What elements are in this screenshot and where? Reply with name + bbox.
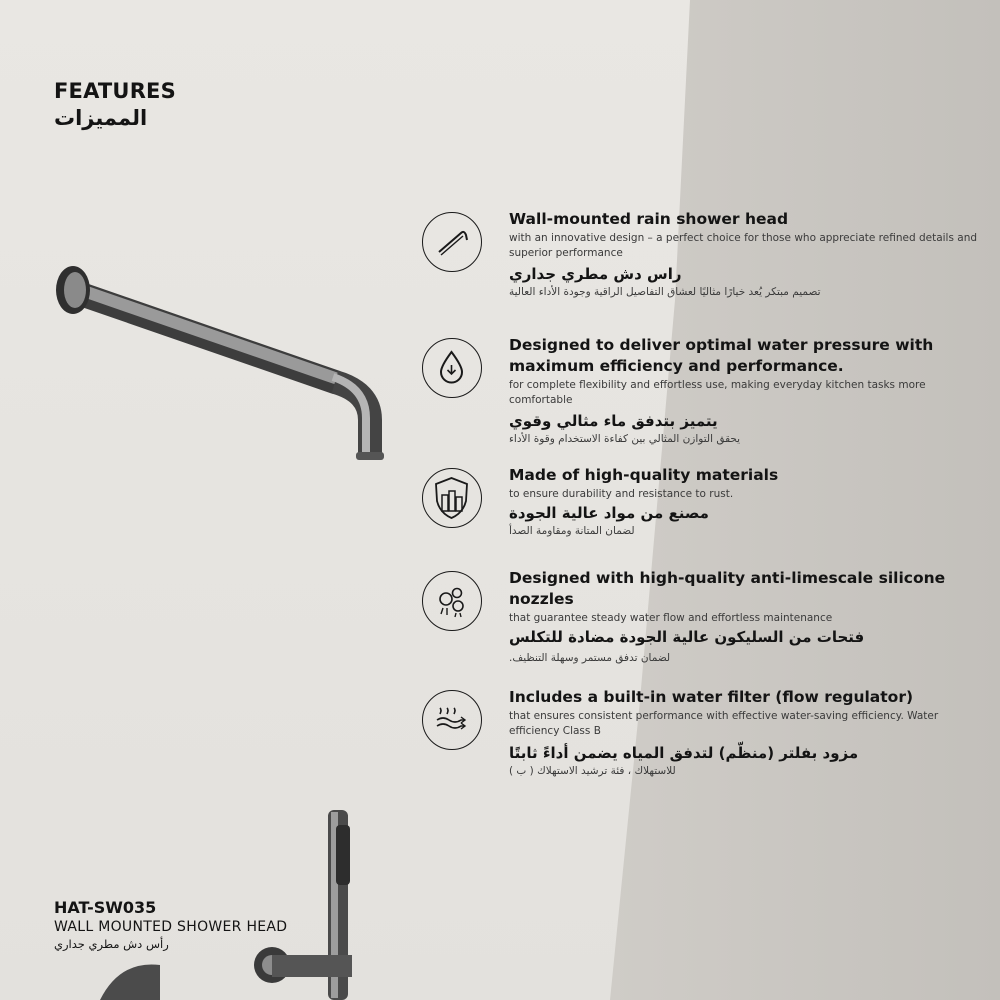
shower-arm	[56, 266, 384, 460]
feature-title: Designed to deliver optimal water pressure with maximum efficiency and performance.	[509, 336, 934, 375]
product-code: HAT-SW035	[54, 898, 157, 917]
feature-title-ar: مصنع من مواد عالية الجودة	[509, 503, 709, 522]
feature-subtitle-ar: للاستهلاك ، فئة ترشيد الاستهلاك ( ب )	[509, 765, 676, 777]
features-title-en: FEATURES	[54, 79, 176, 103]
feature-title-ar: فتحات من السليكون عالية الجودة مضادة للتكلس	[509, 627, 865, 646]
feature-subtitle: with an innovative design – a perfect choice for those who appreciate refined details and superior performance	[509, 232, 978, 259]
feature-title-ar: مزود بفلتر (منظّم) لتدفق المياه يضمن أداءً ثابتًا	[509, 744, 859, 762]
feature-title-ar: يتميز بتدفق ماء مثالي وقوي	[509, 412, 718, 430]
feature-subtitle: that guarantee steady water flow and effortless maintenance	[509, 612, 833, 624]
nozzles-icon	[422, 571, 482, 631]
shield-materials-icon	[422, 468, 482, 528]
feature-subtitle-ar: لضمان المتانة ومقاومة الصدأ	[509, 524, 635, 537]
feature-subtitle: that ensures consistent performance with effective water-saving efficiency. Water efficiency Class B	[509, 710, 939, 737]
features-title-ar: المميزات	[54, 106, 148, 130]
feature-title-ar: راس دش مطري جداري	[509, 265, 682, 283]
product-name-ar: رأس دش مطري جداري	[54, 937, 169, 951]
feature-subtitle-ar: تصميم مبتكر يُعد خيارًا مثاليًا لعشاق التفاصيل الراقية وجودة الأداء العالية	[509, 286, 821, 298]
water-filter-icon	[422, 690, 482, 750]
shower-arm-icon	[422, 212, 482, 272]
feature-subtitle: for complete flexibility and effortless use, making everyday kitchen tasks more comfortable	[509, 379, 926, 406]
water-drop-icon	[422, 338, 482, 398]
feature-subtitle: to ensure durability and resistance to rust.	[509, 488, 734, 500]
feature-subtitle-ar: لضمان تدفق مستمر وسهلة التنظيف.	[509, 651, 671, 664]
feature-title: Wall-mounted rain shower head	[509, 210, 789, 228]
feature-subtitle-ar: يحقق التوازن المثالي بين كفاءة الاستخدام وقوة الأداء	[509, 433, 741, 445]
product-name: WALL MOUNTED SHOWER HEAD	[54, 919, 288, 935]
features-heading	[54, 78, 176, 132]
feature-title: Designed with high-quality anti-limescale silicone nozzles	[509, 569, 946, 608]
feature-title: Includes a built-in water filter (flow regulator)	[509, 688, 914, 706]
product-info	[54, 897, 287, 952]
feature-title: Made of high-quality materials	[509, 466, 779, 484]
